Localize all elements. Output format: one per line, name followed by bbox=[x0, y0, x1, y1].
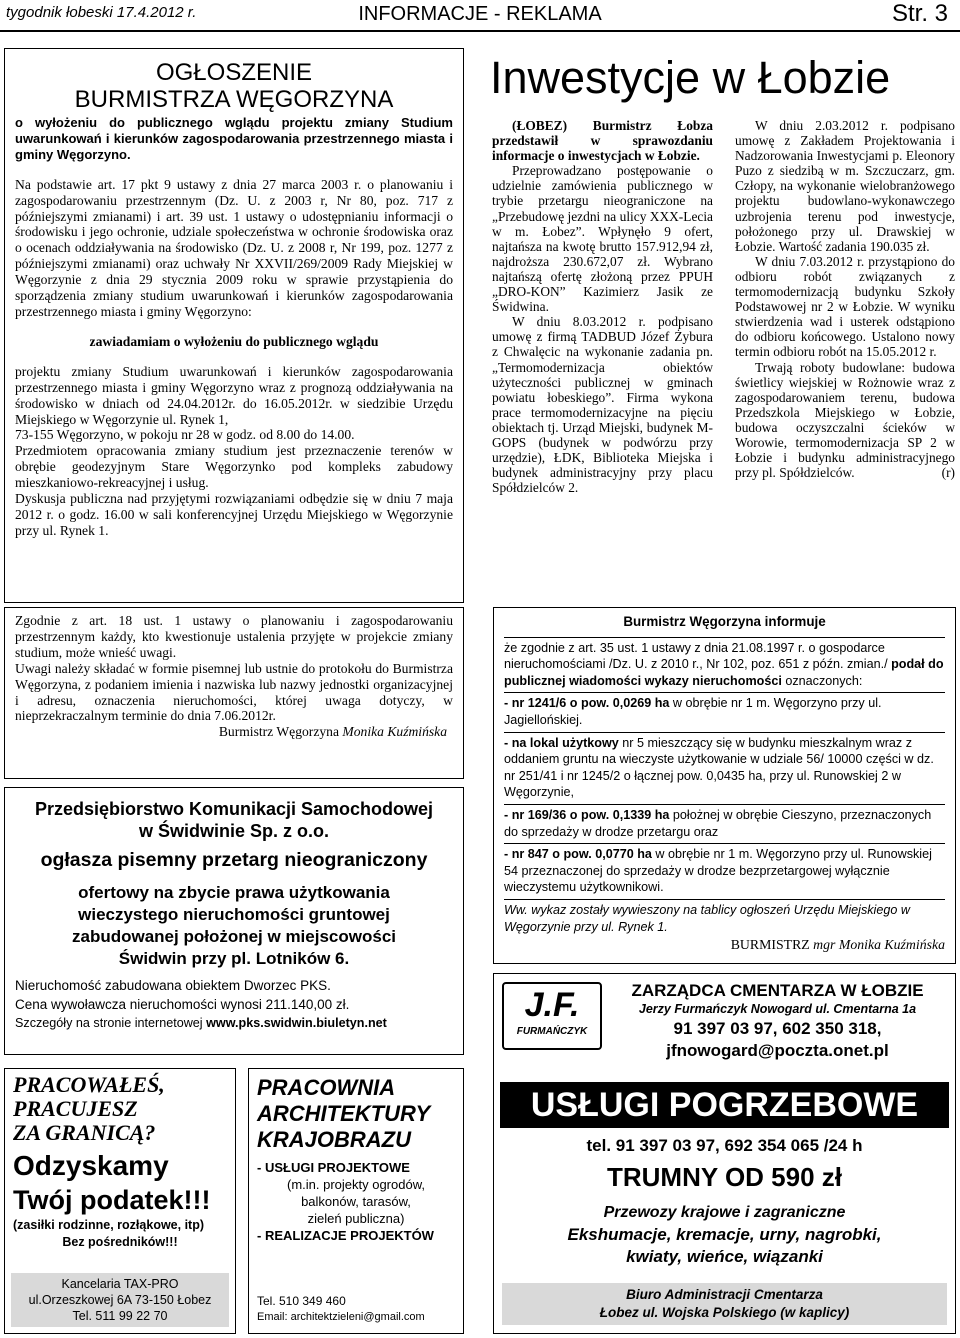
cem-coffins: TRUMNY OD 590 zł bbox=[606, 1162, 842, 1192]
pks-subject-2: wieczystego nieruchomości gruntowej bbox=[78, 905, 390, 924]
arch-ad-line-7: zieleń publiczna) bbox=[307, 1211, 405, 1226]
notice-p7: Uwagi należy składać w formie pisemnej lub ustnie do protokołu do Burmistrza Węgorzyna, z podaniem imienia i nazwiska lub nazwy jednostki organizacyjnej i adresu, oznaczenia nieruchomości, której uwaga dotyczy, w nieprzekraczalnym terminie do dnia 7.06.2012r. bbox=[15, 660, 453, 724]
pks-subject-3: zabudowanej położonej w miejscowości bbox=[72, 927, 396, 946]
tax-ad-line-4: Odzyskamy bbox=[13, 1150, 169, 1181]
arch-ad-line-6: balkonów, tarasów, bbox=[301, 1194, 411, 1209]
pks-details-line: Szczegóły na stronie internetowej www.pks.swidwin.biuletyn.net bbox=[15, 1016, 387, 1030]
article-paragraph: W dniu 7.03.2012 r. przystąpiono do odbioru robót związanych z termomodernizacją budynku Szkoły Podstawowej nr 2 w Łobzie. W wyniku stwierdzenia wad i usterek odstąpiono do odbioru końcowego. Ustalono nowy termin odbioru robót na 15.05.2012 r. bbox=[735, 253, 955, 360]
notice-p4: Przedmiotem opracowania zmiany studium jest przeznaczenie terenów w obrębie geodezyjnym Stare Węgorzynko pod kompleks zabudowy mieszkaniowo-rekreacyjnej i usług. bbox=[15, 443, 453, 491]
arch-ad-line-1: PRACOWNIA bbox=[257, 1075, 396, 1100]
informs-signature: BURMISTRZ mgr Monika Kuźmińska bbox=[730, 937, 945, 953]
arch-ad-line-2: ARCHITEKTURY bbox=[257, 1101, 431, 1126]
cem-services-banner: USŁUGI POGRZEBOWE bbox=[500, 1082, 949, 1128]
article-paragraph: W dniu 2.03.2012 r. podpisano umowę z Zakładem Projektowania i Nadzorowania Inwestycjami p. Eleonory Puzo z siedzibą w m. Szczuczarz, gm. Człopy, na wykonanie wielobranżowego projektu budowlano-wykonawczego uzbrojenia terenu pod inwestycje, położonego przy ul. Drawskiej w Łobzie. Wartość zadania 190.035 zł. bbox=[735, 118, 955, 254]
article-column-b bbox=[735, 118, 955, 480]
cem-header: ZARZĄDCA CMENTARZA W ŁOBZIE bbox=[631, 981, 924, 1000]
cem-service-1: Przewozy krajowe i zagraniczne bbox=[603, 1204, 846, 1221]
informs-intro: że zgodnie z art. 35 ust. 1 ustawy z dnia 21.08.1997 r. o gospodarce nieruchomościami /Dz. U. z 2010 r., Nr 102, poz. 651 z późn. zmian./ podał do publicznej wiadomości wykazy nieruchomości oznaczonych: bbox=[504, 640, 944, 688]
arch-ad-line-9: Tel. 510 349 460 bbox=[257, 1294, 346, 1308]
tax-ad-line-9: ul.Orzeszkowej 6A 73-150 Łobez bbox=[28, 1293, 212, 1307]
tax-ad-line-2: PRACUJESZ bbox=[13, 1096, 138, 1121]
jf-logo bbox=[502, 982, 602, 1050]
tax-ad bbox=[4, 1068, 236, 1334]
arch-ad-line-5: (m.in. projekty ogrodów, bbox=[286, 1177, 425, 1192]
informs-divider bbox=[504, 732, 945, 733]
notice-p2: projektu zmiany Studium uwarunkowań i kierunków zagospodarowania przestrzennego miasta i gminy Węgorzyno wraz z prognozą oddziaływania na środowisko w dniach od 24.04.2012r. do 16.05.2012r. w siedzibie Urzędu Miejskiego w Węgorzynie ul. Rynek 1, bbox=[15, 363, 453, 427]
issue-label: tygodnik łobeski 17.4.2012 r. bbox=[6, 4, 197, 21]
header-rule bbox=[0, 30, 960, 32]
pks-company-line-2: w Świdwinie Sp. z o.o. bbox=[138, 821, 329, 841]
notice-p1: Na podstawie art. 17 pkt 9 ustawy z dnia 27 marca 2003 r. o planowaniu i zagospodarowaniu przestrzennym (Dz. U. z 2003 r, Nr 80, poz. 717 z późniejszymi zmianami) i art. 39 ust. 1 ustawy o udostępnianiu informacji o środowisku i jego ochronie, udziale społeczeństwa w ochronie środowiska oraz o ocenach oddziaływania na środowisko (Dz. U. z 2008 r, Nr 199, poz. 1277 z późniejszymi zmianami) oraz uchwały Nr XXVII/269/2009 Rady Miejskiej w Węgorzynie z dnia 29 stycznia 2009 roku w sprawie przystąpienia do sporządzenia zmiany studium uwarunkowań i kierunków zagospodarowania przestrzennego miasta i gminy Węgorzyno: bbox=[15, 176, 453, 319]
informs-footer: Ww. wykaz zostały wywieszony na tablicy ogłoszeń Urzędu Miejskiego w Węgorzynie przy ul. Rynek 1. bbox=[504, 902, 910, 934]
article-column-a bbox=[492, 118, 713, 495]
pks-subject-1: ofertowy na zbycie prawa użytkowania bbox=[78, 883, 390, 902]
article-author: (r) bbox=[941, 465, 955, 481]
pks-company-line-1: Przedsiębiorstwo Komunikacji Samochodowej bbox=[34, 799, 434, 819]
landscape-ad bbox=[248, 1068, 464, 1334]
cem-office-2: Łobez ul. Wojska Polskiego (w kaplicy) bbox=[599, 1305, 850, 1320]
cem-email: jfnowogard@poczta.onet.pl bbox=[666, 1041, 889, 1060]
informs-item: - nr 169/36 o pow. 0,1339 ha położnej w obrębie Cieszyno, przeznaczonych do sprzedaży w drodze przetargu oraz bbox=[504, 807, 932, 839]
informs-divider bbox=[504, 804, 945, 805]
article-lead: (ŁOBEZ) Burmistrz Łobza przedstawił w sprawozdaniu informacje o inwestycjach w Łobzie. bbox=[492, 118, 713, 164]
funeral-ad bbox=[493, 973, 956, 1334]
notice-sign-name: Monika Kuźmińska bbox=[342, 724, 447, 740]
informs-item: - na lokal użytkowy nr 5 mieszczący się w budynku mieszkalnym wraz z oddaniem gruntu na wieczyste użytkowanie w udziale 56/ 10000 części w dz. nr 251/41 i nr 1245/2 o łącznej pow. 0,0435 ha, przy ul. Runowskiej 2 w Węgorzynie, bbox=[504, 735, 934, 800]
page-number: Str. 3 bbox=[891, 0, 948, 27]
notice-title-2: BURMISTRZA WĘGORZYNA bbox=[74, 86, 394, 113]
arch-ad-line-10: Email: architektzieleni@gmail.com bbox=[257, 1311, 425, 1323]
tax-ad-line-1: PRACOWAŁEŚ, bbox=[13, 1072, 165, 1097]
informs-divider bbox=[504, 843, 945, 844]
informs-divider bbox=[504, 637, 945, 638]
article-paragraph: Przeprowadzano postępowanie o udzielnie zamówienia publicznego w trybie przetargu nieograniczone na „Przebudowę jezdni na ulicy XXX-Lecia w m. Łobez”. Wpłynęło 9 ofert, najtańsza na kwotę brutto 157.912,94 zł, najdroższa 230.672,07 zł. Wybrano najtańszą ofertę złożoną przez PPUH „DRO-KON” Kazimierz Jasik ze Świdwina. bbox=[492, 163, 713, 315]
tax-ad-line-8: Kancelaria TAX-PRO bbox=[61, 1277, 179, 1291]
notice-p3: 73-155 Węgorzyno, w pokoju nr 28 w godz. od 8.00 do 14.00. bbox=[15, 427, 355, 443]
pks-subject-4: Świdwin przy pl. Lotników 6. bbox=[118, 949, 350, 968]
informs-item: - nr 847 o pow. 0,0770 ha w obrębie nr 1 m. Węgorzyno przy ul. Runowskiej 54 przeznaczonej do sprzedaży w drodze bezprzetargowej wyłącznie wieczystemu użytkownikowi. bbox=[504, 847, 932, 895]
cem-phones: 91 397 03 97, 602 350 318, bbox=[673, 1019, 882, 1038]
arch-ad-line-4: - USŁUGI PROJEKTOWE bbox=[257, 1160, 410, 1175]
notice-announce: zawiadamiam o wyłożeniu do publicznego wglądu bbox=[89, 333, 379, 349]
notice-intro: o wyłożeniu do publicznego wglądu projektu zmiany Studium uwarunkowań i kierunków zagospodarowania przestrzennego miasta i gminy Węgorzyno. bbox=[15, 115, 453, 162]
cem-owner: Jerzy Furmańczyk Nowogard ul. Cmentarna 1a bbox=[638, 1002, 917, 1016]
informs-box bbox=[493, 607, 956, 964]
article-paragraph: Trwają roboty budowlane: budowa świetlicy wiejskiej w Rożnowie wraz z zagospodarowaniem terenu, budowa Przedszkola Miejskiego w Łobzie, budowa oczyszczalni ścieków w Worowie, termomodernizacja SP 2 w Łobzie i budynku administracyjnego przy pl. Spółdzielców. (r) bbox=[735, 359, 955, 481]
section-title: INFORMACJE - REKLAMA bbox=[358, 3, 602, 25]
article-title: Inwestycje w Łobzie bbox=[490, 52, 891, 103]
tax-ad-line-6: (zasiłki rodzinne, rozłąkowe, itp) bbox=[13, 1218, 205, 1232]
article-paragraph: W dniu 8.03.2012 r. podpisano umowę z firmą TADBUD Józef Żybura z Chwalęcic na wykonanie zadania pn. „Termomodernizacja obiektów użyteczności publicznej w gminach powiatu łobeskiego”. Firma wykona prace termomodernizacyjne na pięciu obiektach tj. Urząd Miejski, budynek M-GOPS (budynek w podwórzu przy urzędzie), ŁDK, Biblioteka Miejska i budynek administracyjny przy placu Spółdzielców 2. bbox=[492, 314, 713, 496]
notice-signature bbox=[15, 724, 453, 740]
informs-intro-bold: podał do publicznej wiadomości wykazy nieruchomości bbox=[504, 657, 944, 688]
arch-ad-line-8: - REALIZACJE PROJEKTÓW bbox=[257, 1228, 434, 1243]
pks-price: Cena wywoławcza nieruchomości wynosi 211.140,00 zł. bbox=[15, 997, 350, 1012]
informs-divider bbox=[504, 899, 945, 900]
cem-service-3: kwiaty, wieńce, wiązanki bbox=[626, 1247, 823, 1266]
jf-logo-letters: J.F. bbox=[524, 986, 580, 1024]
jf-logo-name: FURMAŃCZYK bbox=[516, 1026, 588, 1037]
cem-service-2: Ekshumacje, kremacje, urny, nagrobki, bbox=[567, 1225, 882, 1244]
notice-box bbox=[4, 48, 464, 603]
cem-office-1: Biuro Administracji Cmentarza bbox=[626, 1287, 823, 1302]
notice-box-continued bbox=[4, 607, 464, 779]
pks-detail-1: Nieruchomość zabudowana obiektem Dworzec PKS. bbox=[15, 978, 331, 993]
pks-tender-box bbox=[4, 787, 464, 1055]
informs-divider bbox=[504, 692, 945, 693]
tax-ad-line-5: Twój podatek!!! bbox=[13, 1185, 211, 1215]
tax-ad-line-3: ZA GRANICĄ? bbox=[13, 1120, 156, 1145]
cem-tel: tel. 91 397 03 97, 692 354 065 /24 h bbox=[586, 1136, 863, 1155]
arch-ad-line-3: KRAJOBRAZU bbox=[257, 1127, 411, 1152]
pks-website-link[interactable]: www.pks.swidwin.biuletyn.net bbox=[206, 1016, 387, 1030]
pks-headline: ogłasza pisemny przetarg nieograniczony bbox=[40, 849, 428, 871]
notice-sign-prefix: Burmistrz Węgorzyna bbox=[218, 724, 339, 740]
notice-p6: Zgodnie z art. 18 ust. 1 ustawy o planowaniu i zagospodarowaniu przestrzennym każdy, kto kwestionuje ustalenia przyjęte w projekcie zmiany studium, może wnieść uwagi. bbox=[15, 613, 453, 660]
notice-p5: Dyskusja publiczna nad przyjętymi rozwiązaniami odbędzie się w dniu 7 maja 2012 r. o godz. 16.00 w sali konferencyjnej Urzędu Miejskiego w Węgorzynie przy ul. Rynek 1. bbox=[15, 491, 453, 538]
informs-item: - nr 1241/6 o pow. 0,0269 ha w obrębie nr 1 m. Węgorzyno przy ul. Jagiellońskiej. bbox=[504, 696, 882, 727]
notice-title-1: OGŁOSZENIE bbox=[155, 59, 313, 86]
tax-ad-line-7: Bez pośredników!!! bbox=[62, 1235, 178, 1249]
informs-title: Burmistrz Węgorzyna informuje bbox=[623, 614, 826, 629]
tax-ad-line-10: Tel. 511 99 22 70 bbox=[72, 1309, 168, 1323]
